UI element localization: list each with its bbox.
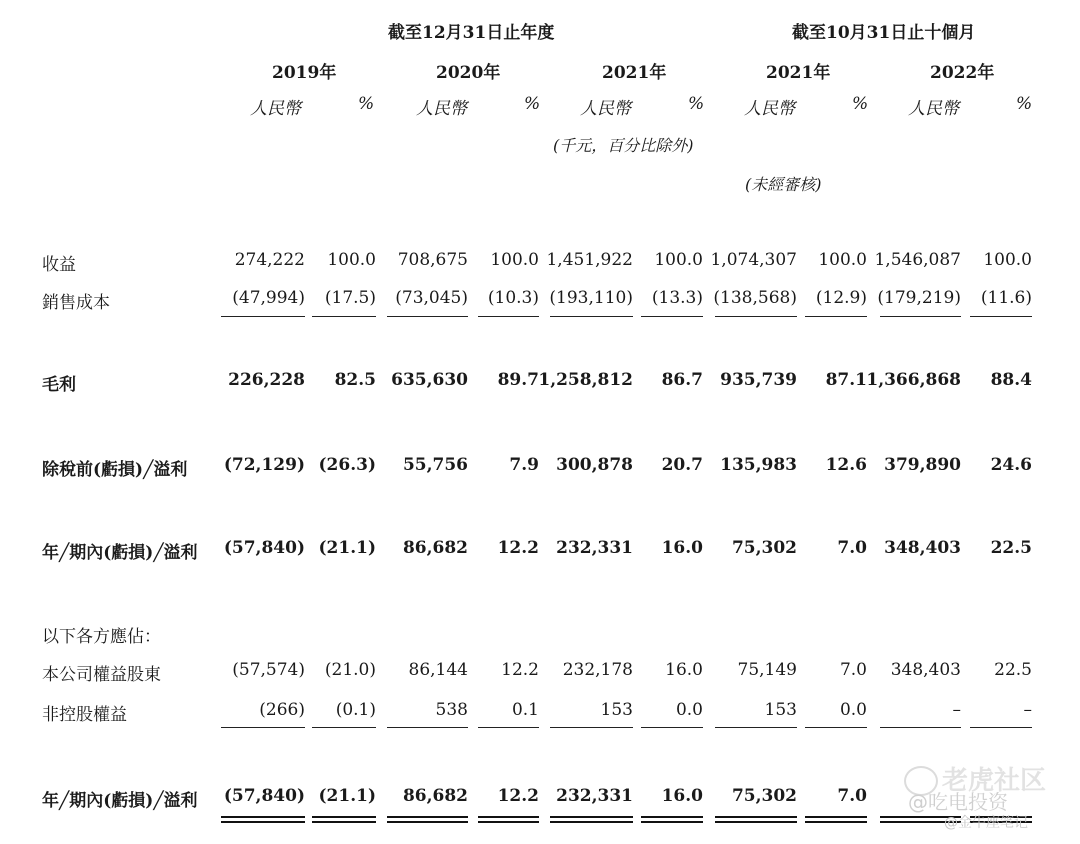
table-cell: 22.5: [994, 660, 1032, 680]
percent-header: %: [358, 94, 375, 114]
table-cell: (10.3): [487, 288, 539, 308]
double-underline-divider: [387, 821, 468, 823]
table-cell: (266): [259, 700, 305, 720]
watermark-line2: @吃电投资: [908, 790, 1008, 814]
table-cell: (11.6): [980, 288, 1032, 308]
table-cell: 100.0: [818, 250, 867, 270]
table-cell: (57,840): [223, 786, 305, 806]
table-cell: 135,983: [720, 455, 797, 475]
double-underline-divider: [312, 816, 376, 818]
table-cell: 153: [764, 700, 797, 720]
table-cell: 7.0: [839, 660, 867, 680]
year-header-2021-ten-month: 2021年: [766, 63, 831, 83]
table-cell: 22.5: [990, 538, 1032, 558]
underline-divider: [221, 316, 305, 317]
underline-divider: [641, 727, 703, 728]
table-cell: 0.0: [675, 700, 703, 720]
table-cell: 226,228: [228, 370, 305, 390]
unaudited-note: (未經審核): [745, 175, 822, 194]
double-underline-divider: [805, 821, 867, 823]
underline-divider: [478, 727, 539, 728]
table-cell: 935,739: [720, 370, 797, 390]
table-cell: 86,682: [402, 786, 468, 806]
underline-divider: [880, 316, 961, 317]
row-label-revenue: 收益: [42, 255, 76, 275]
double-underline-divider: [478, 821, 539, 823]
row-label-net-total: 年╱期內(虧損)╱溢利: [42, 791, 198, 811]
underline-divider: [805, 316, 867, 317]
year-header-2019: 2019年: [272, 63, 337, 83]
table-cell: 100.0: [327, 250, 376, 270]
table-cell: 16.0: [661, 786, 703, 806]
double-underline-divider: [641, 816, 703, 818]
table-cell: 232,178: [562, 660, 633, 680]
row-label-gross-profit: 毛利: [42, 375, 76, 395]
row-label-cost-of-sales: 銷售成本: [42, 293, 110, 313]
table-cell: (57,574): [232, 660, 305, 680]
table-cell: 55,756: [402, 455, 468, 475]
currency-header: 人民幣: [908, 99, 959, 119]
table-cell: 232,331: [556, 786, 633, 806]
table-cell: 1,451,922: [546, 250, 633, 270]
table-cell: –: [952, 700, 961, 720]
table-cell: 635,630: [391, 370, 468, 390]
table-cell: 708,675: [397, 250, 468, 270]
row-label-pretax: 除稅前(虧損)╱溢利: [42, 460, 188, 480]
watermark-line1: 老虎社区: [942, 766, 1047, 796]
currency-header: 人民幣: [250, 99, 301, 119]
year-header-2022: 2022年: [930, 63, 995, 83]
double-underline-divider: [641, 821, 703, 823]
row-label-attributable: 以下各方應佔：: [42, 627, 161, 647]
table-cell: (17.5): [324, 288, 376, 308]
table-cell: 12.6: [825, 455, 867, 475]
table-cell: 1,258,812: [538, 370, 633, 390]
underline-divider: [715, 316, 797, 317]
table-cell: 100.0: [983, 250, 1032, 270]
row-label-net: 年╱期內(虧損)╱溢利: [42, 543, 198, 563]
table-cell: 89.7: [497, 370, 539, 390]
table-cell: 348,403: [890, 660, 961, 680]
double-underline-divider: [221, 821, 305, 823]
underline-divider: [387, 727, 468, 728]
table-cell: 75,302: [731, 786, 797, 806]
double-underline-divider: [387, 816, 468, 818]
table-cell: 100.0: [490, 250, 539, 270]
double-underline-divider: [550, 821, 633, 823]
unit-note: (千元，百分比除外): [553, 136, 694, 155]
table-cell: (21.0): [324, 660, 376, 680]
underline-divider: [387, 316, 468, 317]
table-cell: 7.0: [837, 538, 867, 558]
double-underline-divider: [805, 816, 867, 818]
percent-header: %: [1016, 94, 1033, 114]
double-underline-divider: [715, 816, 797, 818]
underline-divider: [221, 727, 305, 728]
underline-divider: [880, 727, 961, 728]
table-cell: 1,366,868: [866, 370, 961, 390]
underline-divider: [970, 727, 1032, 728]
table-cell: (193,110): [549, 288, 633, 308]
row-label-nci: 非控股權益: [42, 705, 127, 725]
table-cell: 7.9: [509, 455, 539, 475]
table-cell: 100.0: [654, 250, 703, 270]
table-cell: (26.3): [318, 455, 376, 475]
table-cell: 379,890: [884, 455, 961, 475]
table-cell: 0.1: [511, 700, 539, 720]
table-cell: 16.0: [665, 660, 703, 680]
table-cell: (12.9): [815, 288, 867, 308]
table-cell: 75,149: [737, 660, 797, 680]
watermark-line3: @金牛座笔记: [944, 815, 1028, 831]
row-label-owners: 本公司權益股東: [42, 665, 161, 685]
underline-divider: [715, 727, 797, 728]
table-cell: (73,045): [395, 288, 468, 308]
table-cell: 75,302: [731, 538, 797, 558]
underline-divider: [641, 316, 703, 317]
table-cell: 232,331: [556, 538, 633, 558]
table-cell: 7.0: [837, 786, 867, 806]
table-cell: 153: [600, 700, 633, 720]
percent-header: %: [688, 94, 705, 114]
table-cell: (138,568): [713, 288, 797, 308]
table-cell: 300,878: [556, 455, 633, 475]
table-cell: (0.1): [335, 700, 376, 720]
table-cell: 82.5: [334, 370, 376, 390]
double-underline-divider: [478, 816, 539, 818]
currency-header: 人民幣: [416, 99, 467, 119]
table-cell: 538: [435, 700, 468, 720]
year-header-2021: 2021年: [602, 63, 667, 83]
table-cell: 274,222: [234, 250, 305, 270]
table-cell: (57,840): [223, 538, 305, 558]
header-group-year: 截至12月31日止年度: [388, 23, 555, 43]
table-cell: 12.2: [497, 786, 539, 806]
table-cell: (21.1): [318, 786, 376, 806]
underline-divider: [970, 316, 1032, 317]
underline-divider: [478, 316, 539, 317]
double-underline-divider: [221, 816, 305, 818]
table-cell: –: [1023, 700, 1032, 720]
header-group-ten-month: 截至10月31日止十個月: [792, 23, 976, 43]
table-cell: 348,403: [884, 538, 961, 558]
table-cell: 16.0: [661, 538, 703, 558]
double-underline-divider: [312, 821, 376, 823]
year-header-2020: 2020年: [436, 63, 501, 83]
percent-header: %: [524, 94, 541, 114]
table-cell: 12.2: [501, 660, 539, 680]
table-cell: 87.1: [825, 370, 867, 390]
table-cell: 24.6: [990, 455, 1032, 475]
table-cell: 20.7: [661, 455, 703, 475]
table-cell: 12.2: [497, 538, 539, 558]
underline-divider: [805, 727, 867, 728]
table-cell: 86.7: [661, 370, 703, 390]
double-underline-divider: [715, 821, 797, 823]
table-cell: 0.0: [839, 700, 867, 720]
percent-header: %: [852, 94, 869, 114]
table-cell: 88.4: [990, 370, 1032, 390]
table-cell: (179,219): [877, 288, 961, 308]
currency-header: 人民幣: [580, 99, 631, 119]
double-underline-divider: [550, 816, 633, 818]
table-cell: (72,129): [223, 455, 305, 475]
currency-header: 人民幣: [744, 99, 795, 119]
table-cell: 1,074,307: [710, 250, 797, 270]
table-cell: (13.3): [651, 288, 703, 308]
underline-divider: [312, 316, 376, 317]
table-cell: 86,144: [408, 660, 468, 680]
underline-divider: [312, 727, 376, 728]
table-cell: 86,682: [402, 538, 468, 558]
table-cell: (47,994): [232, 288, 305, 308]
underline-divider: [550, 727, 633, 728]
table-cell: 1,546,087: [874, 250, 961, 270]
underline-divider: [550, 316, 633, 317]
table-cell: (21.1): [318, 538, 376, 558]
